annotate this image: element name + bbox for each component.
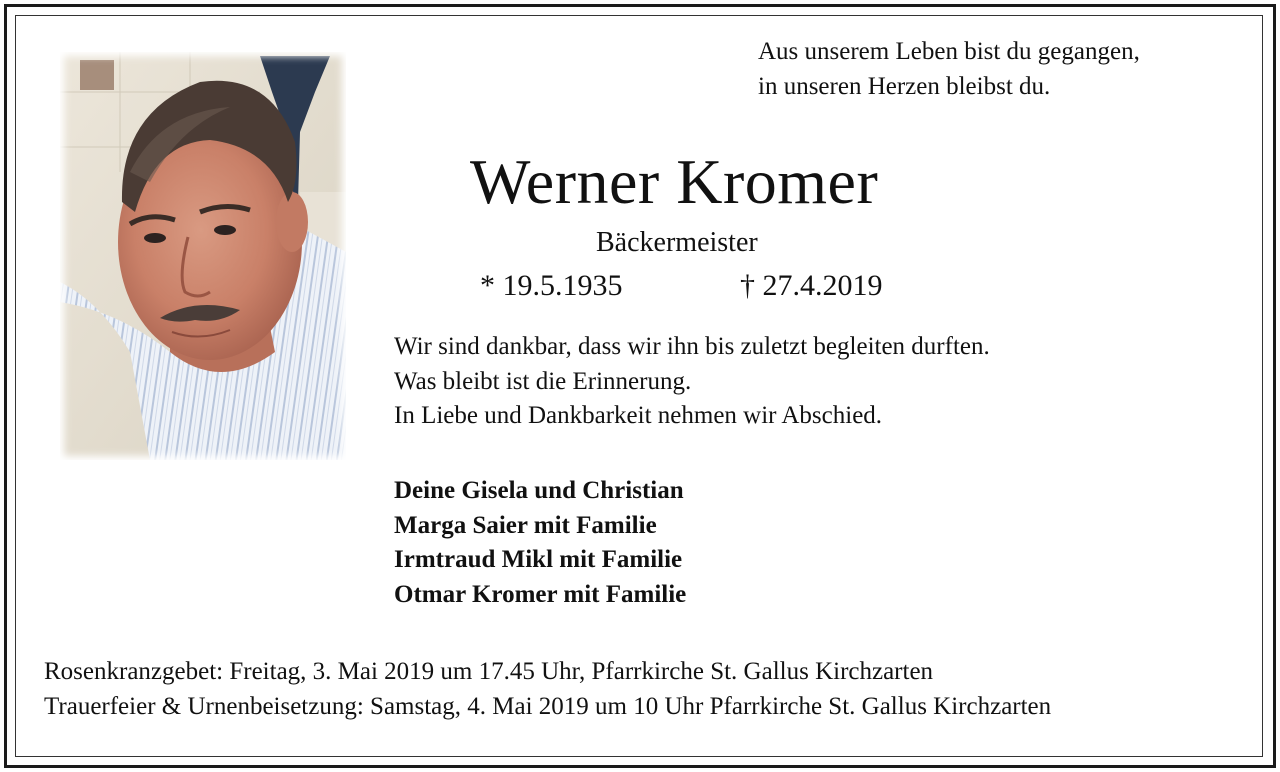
mourner-name: Irmtraud Mikl mit Familie <box>394 546 683 573</box>
service-details <box>44 654 1051 724</box>
profession: Bäckermeister <box>596 227 758 258</box>
birth-date: * 19.5.1935 <box>480 269 623 302</box>
message-line: Wir sind dankbar, dass wir ihn bis zuletzt begleiten durften. <box>394 333 990 360</box>
deceased-name: Werner Kromer <box>470 146 879 217</box>
service-line-rosary: Rosenkranzgebet: Freitag, 3. Mai 2019 um 17.45 Uhr, Pfarrkirche St. Gallus Kirchzarten <box>44 658 934 685</box>
motto-line: Aus unserem Leben bist du gegangen, <box>758 38 1140 65</box>
message-line: Was bleibt ist die Erinnerung. <box>394 367 692 395</box>
farewell-message <box>394 330 990 434</box>
mourner-name: Deine Gisela und Christian <box>394 477 684 504</box>
service-line-funeral: Trauerfeier & Urnenbeisetzung: Samstag, 4. Mai 2019 um 10 Uhr Pfarrkirche St. Gallus Kirchzarten <box>44 693 1052 720</box>
mourners-list <box>394 474 686 612</box>
death-date: † 27.4.2019 <box>740 269 883 302</box>
mourner-name: Otmar Kromer mit Familie <box>394 580 687 608</box>
motto-line: in unseren Herzen bleibst du. <box>758 73 1051 100</box>
message-line: In Liebe und Dankbarkeit nehmen wir Abschied. <box>394 402 883 429</box>
mourner-name: Marga Saier mit Familie <box>394 511 657 539</box>
portrait-photo <box>60 52 346 460</box>
motto-verse <box>758 34 1140 104</box>
